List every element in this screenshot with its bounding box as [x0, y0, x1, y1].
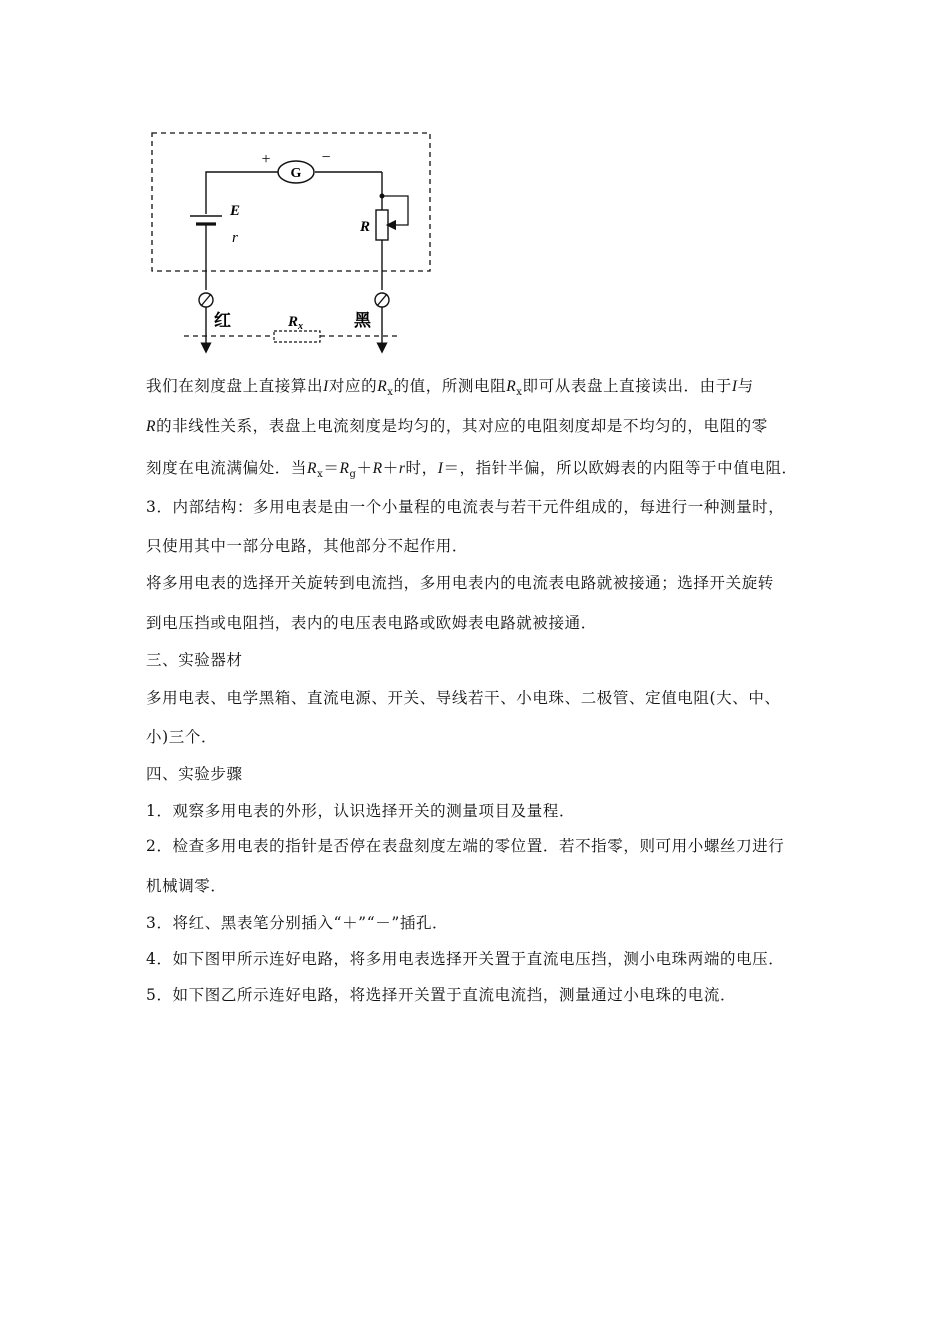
text-span: 刻度在电流满偏处．当 [146, 459, 308, 477]
text-span: ＋ [356, 459, 373, 477]
step-5: 5．如下图乙所示连好电路，将选择开关置于直流电流挡，测量通过小电珠的电流． [146, 986, 737, 1004]
plus-sign: + [261, 151, 271, 168]
math-R: R [506, 378, 517, 395]
text-span: 对应的 [328, 377, 378, 395]
meter-housing-box [152, 133, 430, 271]
paragraph-line-10: 小)三个． [146, 728, 218, 746]
paragraph-line-3 [146, 458, 798, 485]
rx-label [287, 314, 303, 332]
math-R: R [307, 460, 318, 477]
text-span: ＝ [323, 459, 340, 477]
math-sub: x [317, 469, 324, 481]
paragraph-line-7: 到电压挡或电阻挡，表内的电压表电路或欧姆表电路就被接通． [146, 614, 597, 632]
text-span: ＝，指针半偏，所以欧姆表的内阻等于中值电阻． [443, 459, 798, 477]
emf-label: E [230, 203, 241, 219]
rheostat-symbol [376, 210, 388, 240]
ohmmeter-circuit-diagram [140, 120, 440, 360]
step-4: 4．如下图甲所示连好电路，将多用电表选择开关置于直流电压挡，测小电珠两端的电压． [146, 950, 785, 968]
math-sub: g [349, 469, 357, 481]
rx-label-sub: x [298, 321, 304, 332]
red-probe-label: 红 [214, 311, 231, 331]
math-I: I [731, 378, 738, 395]
math-I: I [323, 378, 329, 395]
step-3: 3．将红、黑表笔分别插入“＋”“－”插孔． [146, 914, 449, 932]
paragraph-line-5: 只使用其中一部分电路，其他部分不起作用． [146, 537, 469, 555]
text-span: 时， [405, 459, 438, 477]
section-heading-equipment: 三、实验器材 [146, 651, 243, 669]
paragraph-line-2 [146, 416, 768, 437]
paragraph-line-9: 多用电表、电学黑箱、直流电源、开关、导线若干、小电珠、二极管、定值电阻(大、中、 [146, 689, 781, 707]
text-span: 的值，所测电阻 [393, 377, 507, 395]
step-2: 2．检查多用电表的指针是否停在表盘刻度左端的零位置．若不指零，则可用小螺丝刀进行 [146, 837, 785, 855]
text-span: 与 [737, 377, 754, 395]
rx-resistor [274, 331, 320, 342]
paragraph-line-4: 3．内部结构：多用电表是由一个小量程的电流表与若干元件组成的，每进行一种测量时， [146, 498, 785, 516]
step-1: 1．观察多用电表的外形，认识选择开关的测量项目及量程． [146, 802, 576, 820]
black-probe-label: 黑 [354, 311, 371, 331]
text-span: ＋ [382, 459, 399, 477]
text-span: 的非线性关系，表盘上电流刻度是均匀的，其对应的电阻刻度却是不均匀的，电阻的零 [156, 417, 768, 435]
minus-sign: − [321, 149, 331, 166]
paragraph-line-6: 将多用电表的选择开关旋转到电流挡，多用电表内的电流表电路就被接通；选择开关旋转 [146, 574, 774, 592]
math-R: R [146, 418, 157, 435]
step-2-continued: 机械调零． [146, 877, 227, 895]
math-sub: x [516, 387, 523, 399]
math-R: R [377, 378, 388, 395]
galvanometer-label: G [290, 166, 302, 181]
math-R: R [339, 460, 350, 477]
top-wire [206, 172, 278, 214]
paragraph-line-1 [146, 376, 754, 403]
rx-label-main: R [288, 314, 299, 330]
section-heading-steps: 四、实验步骤 [146, 765, 243, 783]
math-I: I [437, 460, 444, 477]
text-span: 我们在刻度盘上直接算出 [146, 377, 324, 395]
text-span: 即可从表盘上直接读出．由于 [522, 377, 732, 395]
math-R: R [372, 460, 383, 477]
math-r: r [398, 460, 406, 477]
math-sub: x [387, 387, 394, 399]
rheostat-label: R [360, 219, 371, 235]
internal-resistance-label: r [232, 230, 238, 246]
